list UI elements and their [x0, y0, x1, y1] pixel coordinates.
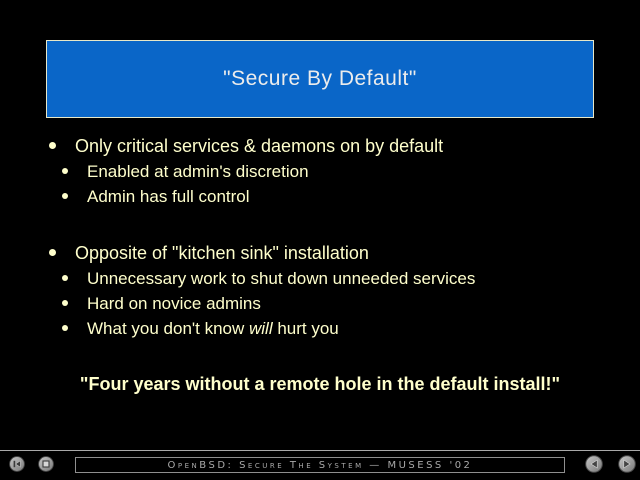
slide-title-box [46, 40, 594, 118]
bullet-item [46, 162, 640, 182]
first-page-icon [9, 456, 25, 472]
statusbar-title: OpenBSD: Secure The System — MUSESS '02 [167, 459, 473, 471]
previous-page-button[interactable] [585, 455, 603, 473]
bullet-text: Admin has full control [87, 187, 250, 206]
bullet-icon [49, 249, 56, 256]
statusbar-box[interactable] [75, 457, 565, 473]
bullet-item [46, 319, 640, 339]
stop-button[interactable] [38, 456, 54, 472]
bullet-text: Enabled at admin's discretion [87, 162, 309, 181]
first-page-button[interactable] [9, 456, 25, 472]
bullet-item [46, 187, 640, 207]
bullet-icon [62, 275, 68, 281]
slide-quote: "Four years without a remote hole in the default install!" [79, 374, 561, 394]
bullet-text-italic: will [249, 319, 273, 338]
next-page-icon [618, 455, 636, 473]
bullet-text: Only critical services & daemons on by default [75, 136, 444, 156]
bullet-item [46, 294, 640, 314]
bullet-item [46, 269, 640, 289]
slide-title: "Secure By Default" [223, 67, 417, 90]
bullet-text: Unnecessary work to shut down unneeded services [87, 269, 476, 288]
bullet-icon [62, 300, 68, 306]
bullet-icon [49, 142, 56, 149]
bullet-item [46, 136, 635, 157]
bullet-text: hurt you [272, 319, 339, 338]
bullet-text: Hard on novice admins [87, 294, 261, 313]
bullet-icon [62, 168, 68, 174]
statusbar-divider [0, 450, 640, 451]
bullet-item [46, 243, 635, 264]
previous-page-icon [585, 455, 603, 473]
bullet-text: What you don't know [87, 319, 249, 338]
stop-icon [38, 456, 54, 472]
bullet-icon [62, 193, 68, 199]
next-page-button[interactable] [618, 455, 636, 473]
bullet-icon [62, 325, 68, 331]
bullet-text: Opposite of "kitchen sink" installation [75, 243, 369, 263]
